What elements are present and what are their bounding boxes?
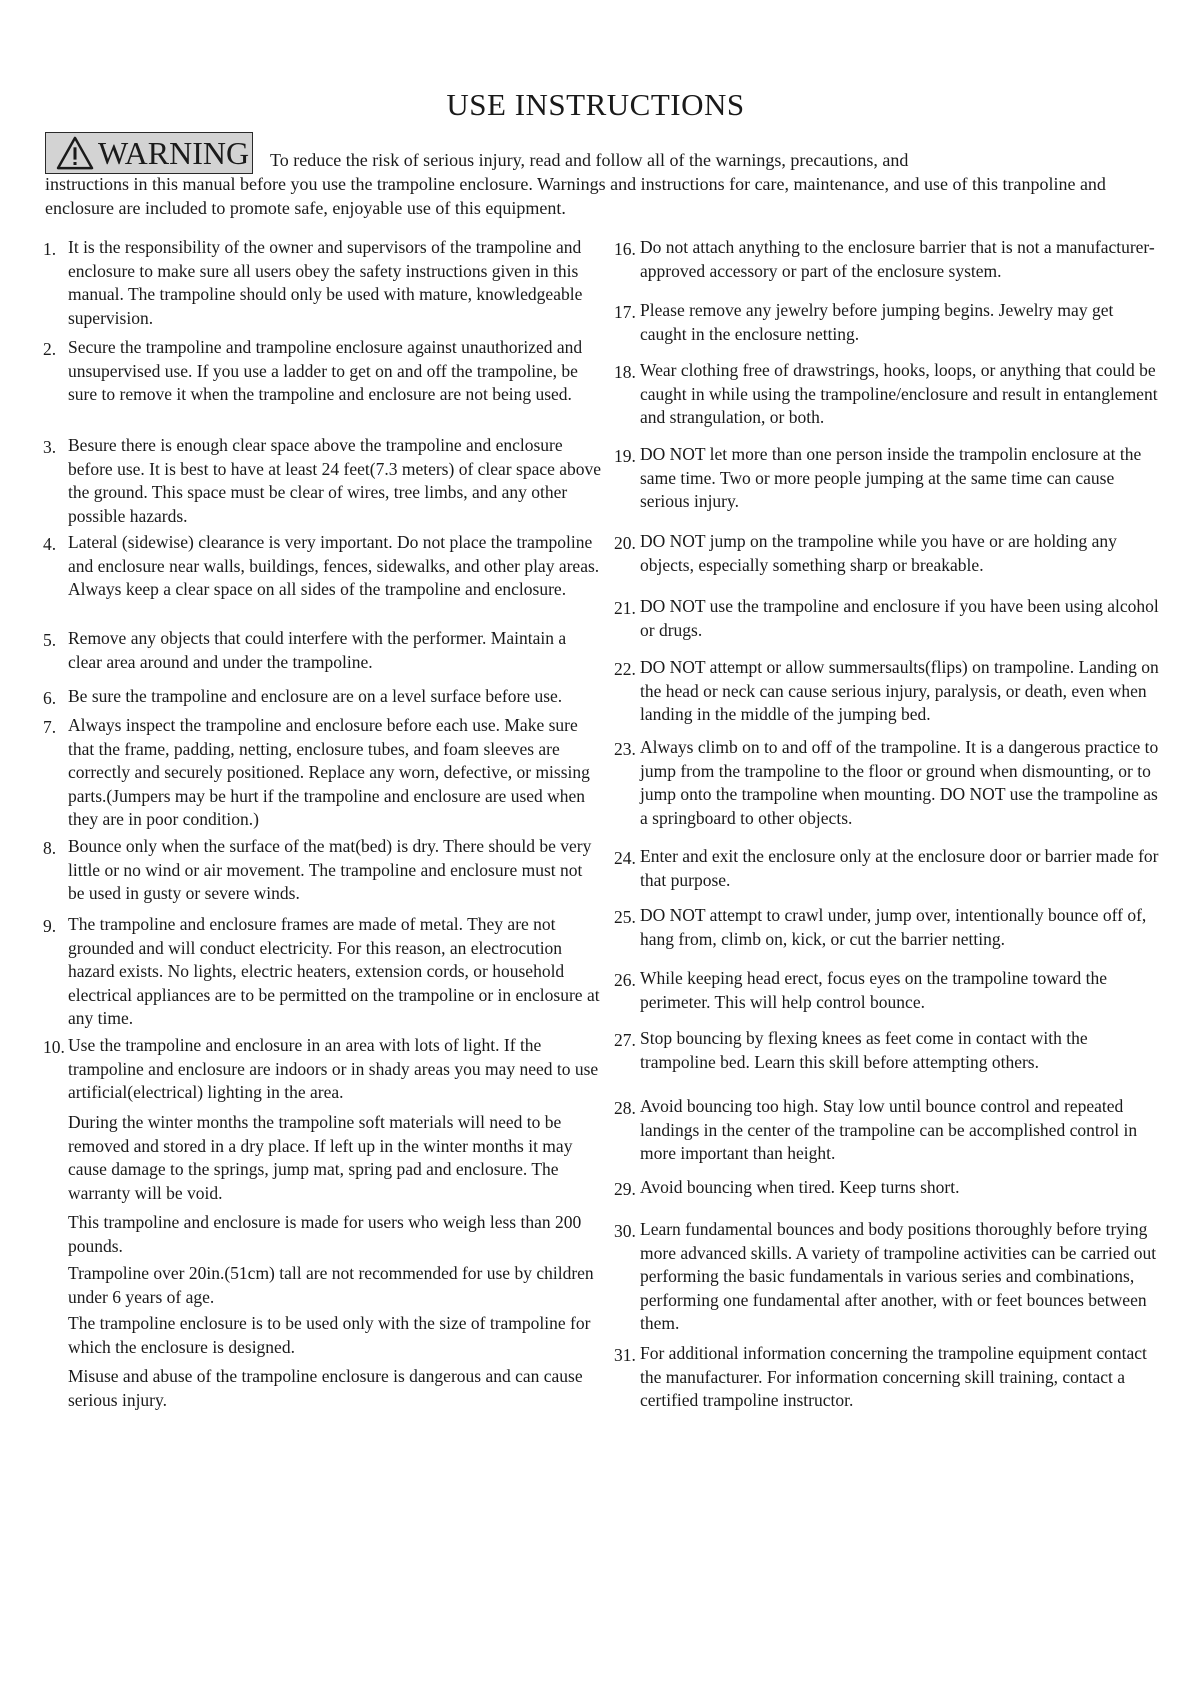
item-text: Do not attach anything to the enclosure barrier that is not a manufacturer-approved accessory or part of the enclosure system. [640,237,1155,281]
instruction-item [614,1218,1162,1336]
instruction-item [614,1342,1162,1413]
item-text: While keeping head erect, focus eyes on the trampoline toward the perimeter. This will help control bounce. [640,968,1107,1012]
item-number: 29. [614,1179,636,1199]
item-number: 17. [614,302,636,322]
item-text: Besure there is enough clear space above the trampoline and enclosure before use. It is best to have at least 24 feet(7.3 meters) of clear space above the ground. This space must be clear of wires, tree limbs, and any other possible hazards. [68,435,602,526]
item-number: 31. [614,1345,636,1365]
item-number: 7. [43,717,57,737]
safety-note: This trampoline and enclosure is made for users who weigh less than 200 pounds. [68,1212,582,1256]
item-number: 20. [614,533,636,553]
instruction-item [614,1176,1162,1200]
instruction-item [614,967,1162,1014]
item-number: 6. [43,688,57,708]
item-text: Learn fundamental bounces and body positions thoroughly before trying more advanced skills. A variety of trampoline activities can be carried out performing the basic fundamentals in various series and combinations, performing one fundamental after another, with or feet bounces between them. [640,1219,1157,1333]
item-number: 22. [614,659,636,679]
item-number: 2. [43,339,57,359]
item-text: Avoid bouncing too high. Stay low until bounce control and repeated landings in the center of the trampoline can be accomplished control in more important than height. [640,1096,1138,1163]
instruction-item [614,359,1162,430]
instruction-item [614,443,1162,514]
warning-label: WARNING [98,135,250,171]
item-text: For additional information concerning the trampoline equipment contact the manufacturer. For information concerning skill training, contact a certified trampoline instructor. [640,1343,1147,1410]
item-text: DO NOT let more than one person inside the trampolin enclosure at the same time. Two or more people jumping at the same time can cause serious injury. [640,444,1142,511]
item-number: 1. [43,239,57,259]
safety-note: Misuse and abuse of the trampoline enclosure is dangerous and can cause serious injury. [68,1366,583,1410]
item-number: 28. [614,1098,636,1118]
item-text: Always climb on to and off of the trampoline. It is a dangerous practice to jump from the trampoline to the floor or ground when dismounting, or to jump onto the trampoline when mounting. DO NOT use the trampoline as a springboard to other objects. [640,737,1159,828]
item-text: Stop bouncing by flexing knees as feet come in contact with the trampoline bed. Learn this skill before attempting others. [640,1028,1088,1072]
page-title: USE INSTRUCTIONS [446,87,745,122]
item-number: 25. [614,907,636,927]
instruction-item [43,714,603,832]
item-number: 18. [614,362,636,382]
instruction-item [614,736,1162,830]
item-number: 3. [43,437,57,457]
item-number: 8. [43,838,57,858]
item-number: 5. [43,630,57,650]
item-text: The trampoline and enclosure frames are made of metal. They are not grounded and will conduct electricity. For this reason, an electrocution hazard exists. No lights, electric heaters, extension cords, or household electrical appliances are to be permitted on the trampoline or in enclosure at any time. [68,914,600,1028]
item-text: DO NOT attempt or allow summersaults(flips) on trampoline. Landing on the head or neck can cause serious injury, paralysis, or death, even when landing in the middle of the jumping bed. [640,657,1159,724]
instruction-item [43,434,603,528]
item-text: Lateral (sidewise) clearance is very important. Do not place the trampoline and enclosure near walls, buildings, fences, sidewalks, and other play areas. Always keep a clear space on all sides of the trampoline and enclosure. [68,532,600,599]
safety-note: During the winter months the trampoline soft materials will need to be removed and stored in a dry place. If left up in the winter months it may cause damage to the springs, jump mat, spring pad and enclosure. The warranty will be void. [68,1112,573,1203]
item-number: 27. [614,1030,636,1050]
instruction-item [614,845,1162,892]
item-number: 19. [614,446,636,466]
item-number: 23. [614,739,636,759]
item-text: Enter and exit the enclosure only at the enclosure door or barrier made for that purpose. [640,846,1159,890]
item-text: DO NOT use the trampoline and enclosure if you have been using alcohol or drugs. [640,596,1159,640]
instruction-item [43,685,603,709]
item-text: DO NOT jump on the trampoline while you have or are holding any objects, especially something sharp or breakable. [640,531,1117,575]
instruction-item [614,904,1162,951]
instruction-item [43,627,603,674]
item-text: Bounce only when the surface of the mat(bed) is dry. There should be very little or no wind or air movement. The trampoline and enclosure must not be used in gusty or severe winds. [68,836,592,903]
instruction-item [43,236,603,330]
item-number: 21. [614,598,636,618]
item-text: Use the trampoline and enclosure in an area with lots of light. If the trampoline and enclosure are indoors or in shady areas you may need to use artificial(electrical) lighting in the area. [68,1035,599,1102]
instruction-item [43,913,603,1031]
instruction-item [43,1034,603,1105]
item-number: 4. [43,534,57,554]
instruction-item [614,236,1162,283]
item-text: DO NOT attempt to crawl under, jump over, intentionally bounce off of, hang from, climb on, kick, or cut the barrier netting. [640,905,1147,949]
safety-note: The trampoline enclosure is to be used only with the size of trampoline for which the enclosure is designed. [68,1313,591,1357]
item-number: 10. [43,1037,65,1057]
instruction-item [614,595,1162,642]
item-text: It is the responsibility of the owner and supervisors of the trampoline and enclosure to make sure all users obey the safety instructions given in this manual. The trampoline should only be used with mature, knowledgeable supervision. [68,237,583,328]
warning-intro: To reduce the risk of serious injury, read and follow all of the warnings, precautions, and instructions in this manual before you use the trampoline enclosure. Warnings and instructions for care, maintenance, and use of this tranpoline and enclosure are included to promote safe, enjoyable use of this equipment. [45,150,1106,218]
item-number: 26. [614,970,636,990]
item-text: Be sure the trampoline and enclosure are on a level surface before use. [68,686,563,706]
instruction-item [614,530,1162,577]
item-number: 24. [614,848,636,868]
instruction-item [43,336,603,407]
instruction-item [43,531,603,602]
item-text: Secure the trampoline and trampoline enclosure against unauthorized and unsupervised use. If you use a ladder to get on and off the trampoline, be sure to remove it when the trampoline and enclosure are not being used. [68,337,583,404]
item-number: 16. [614,239,636,259]
warning-badge [45,132,253,174]
instruction-item [614,656,1162,727]
item-text: Remove any objects that could interfere with the performer. Maintain a clear area around and under the trampoline. [68,628,567,672]
item-text: Wear clothing free of drawstrings, hooks, loops, or anything that could be caught in while using the trampoline/enclosure and result in entanglement and strangulation, or both. [640,360,1158,427]
instruction-item [614,1095,1162,1166]
safety-note: Trampoline over 20in.(51cm) tall are not recommended for use by children under 6 years of age. [68,1263,594,1307]
instruction-item [614,299,1162,346]
item-text: Please remove any jewelry before jumping begins. Jewelry may get caught in the enclosure netting. [640,300,1114,344]
item-text: Avoid bouncing when tired. Keep turns short. [640,1177,960,1197]
instruction-item [43,835,603,906]
item-text: Always inspect the trampoline and enclosure before each use. Make sure that the frame, padding, netting, enclosure tubes, and foam sleeves are correctly and securely positioned. Replace any worn, defective, or missing parts.(Jumpers may be hurt if the trampoline and enclosure are used when they are in poor condition.) [68,715,590,829]
item-number: 9. [43,916,57,936]
warning-triangle-icon [56,136,94,170]
item-number: 30. [614,1221,636,1241]
instruction-item [614,1027,1162,1074]
